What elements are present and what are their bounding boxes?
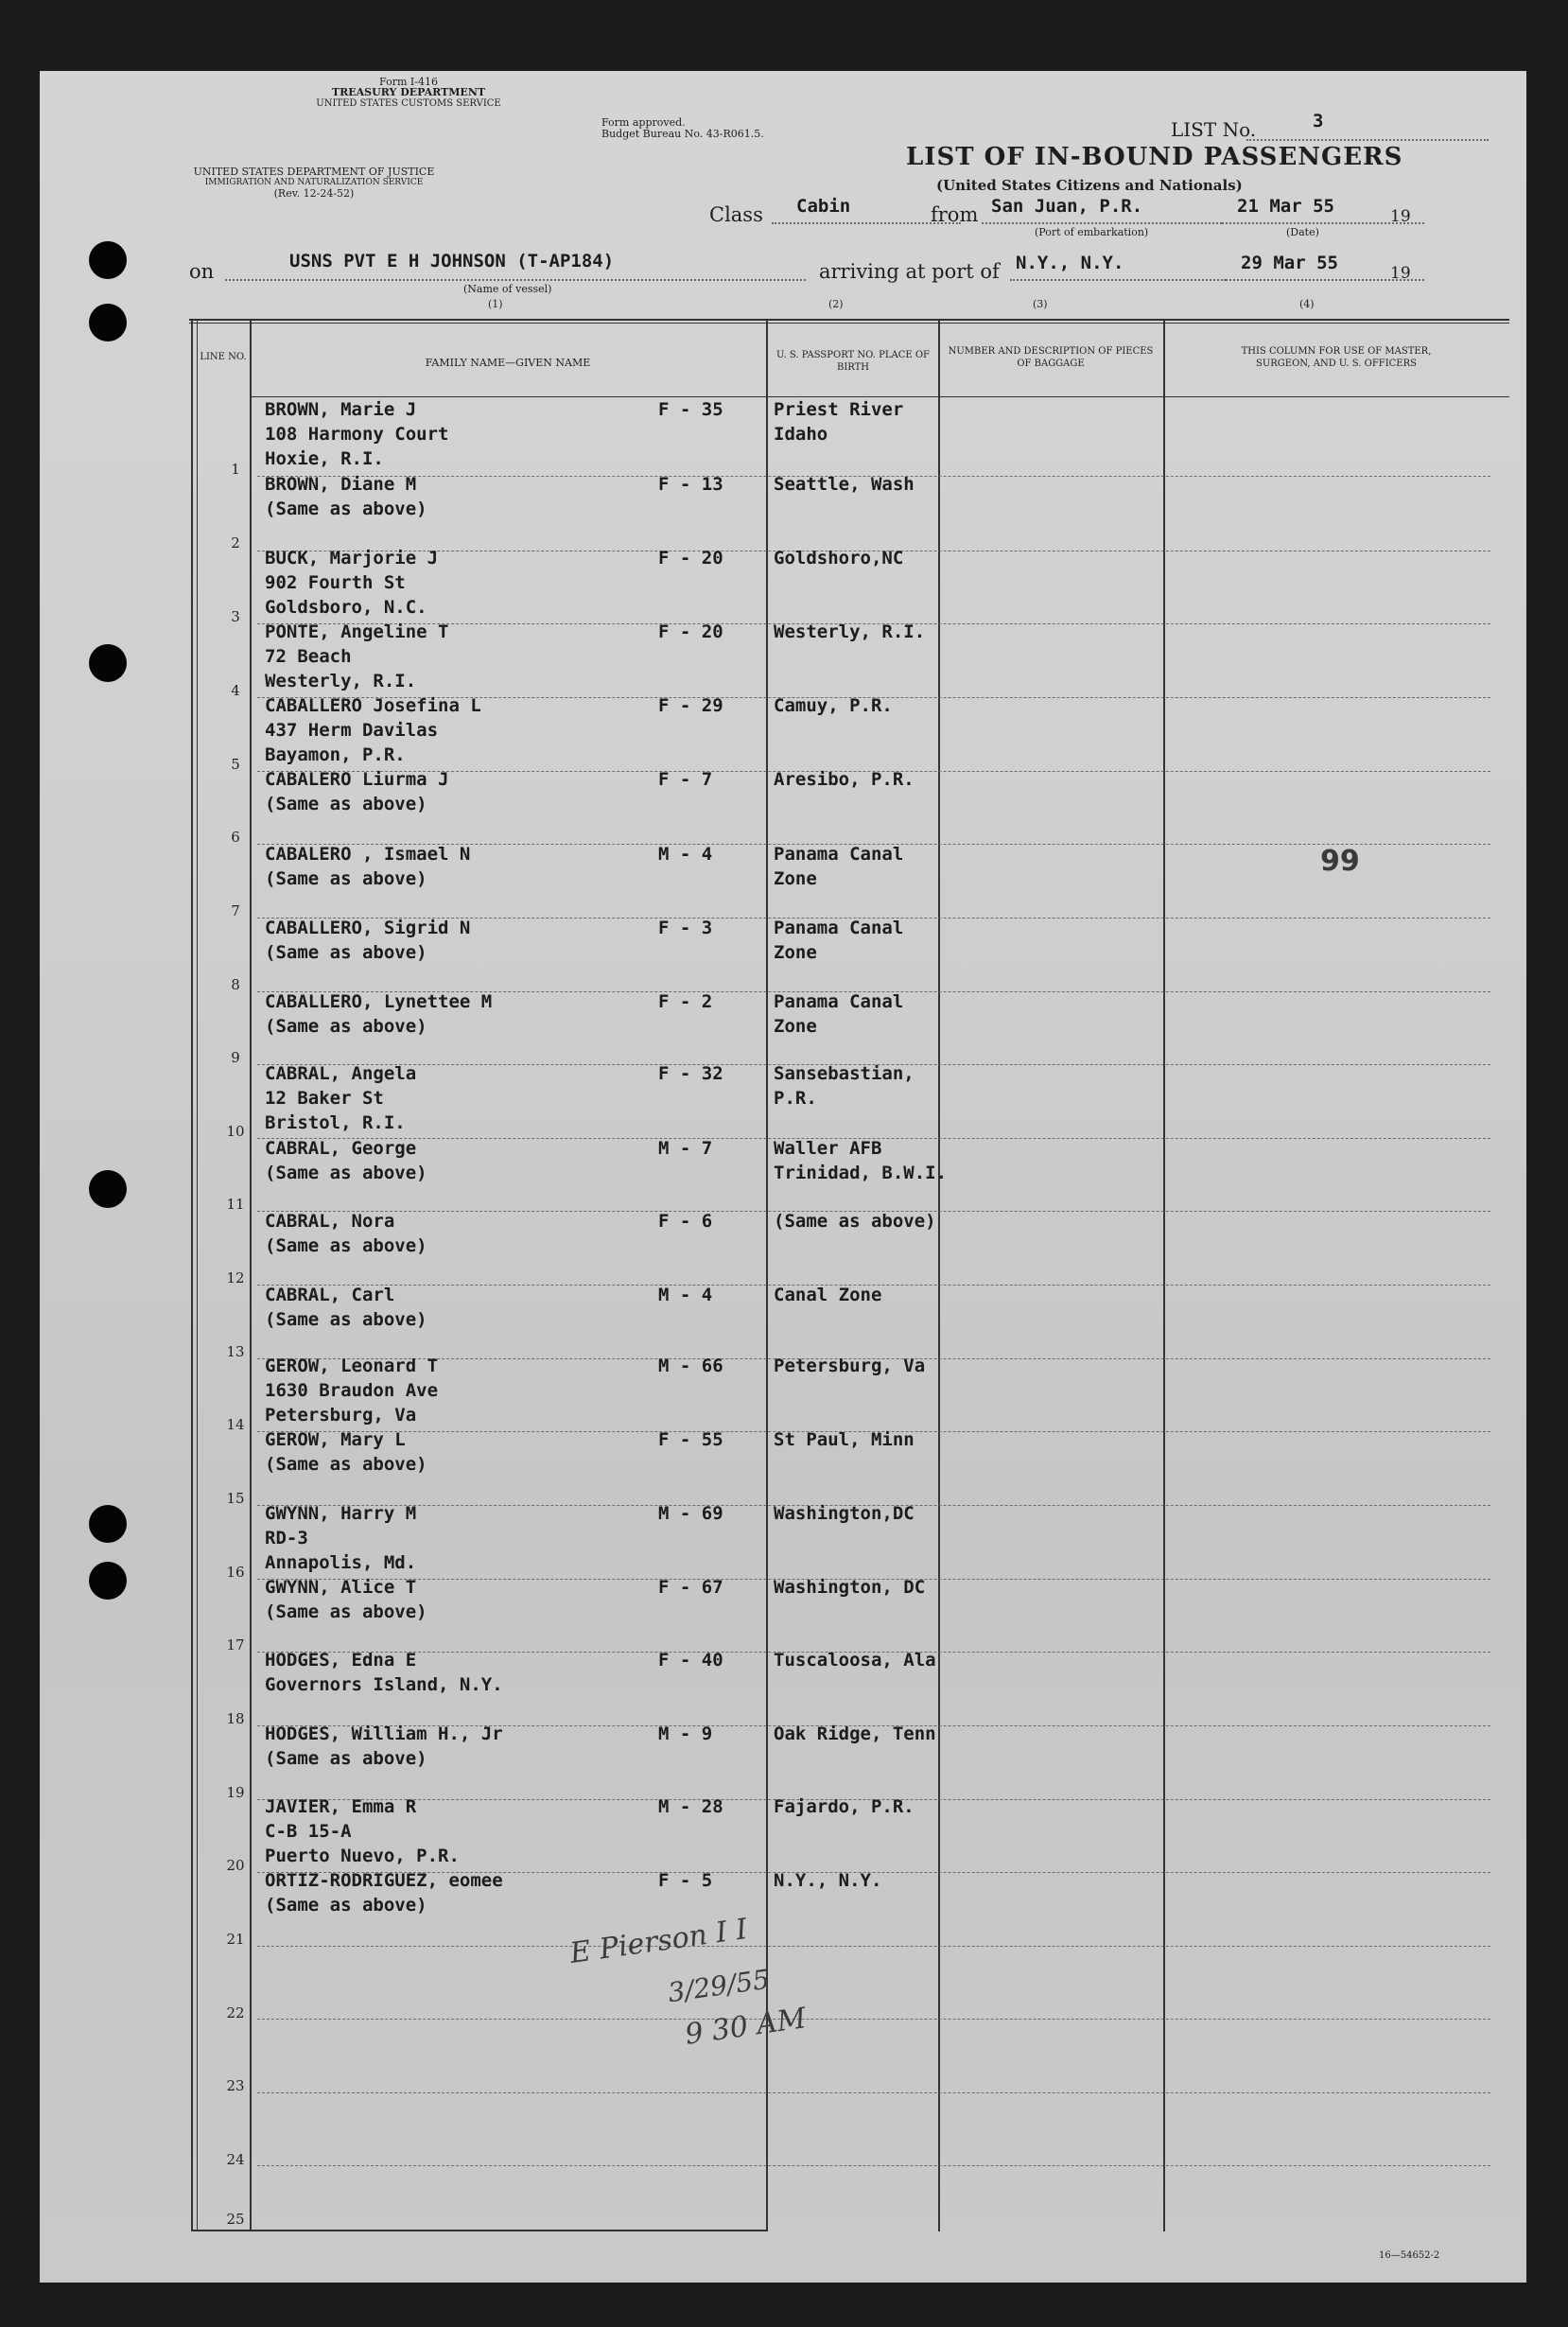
class-label: Class — [709, 203, 763, 226]
birth-place: Priest River Idaho — [774, 399, 904, 445]
arrival-date: 29 Mar 55 — [1241, 253, 1338, 273]
sex-age: F - 29 — [658, 695, 723, 716]
signed-date: 3/29/55 — [666, 1963, 772, 2009]
customs-service: UNITED STATES CUSTOMS SERVICE — [316, 98, 501, 109]
sex-age: F - 67 — [658, 1577, 723, 1598]
signed-time: 9 30 AM — [683, 2002, 809, 2052]
line-number: 6 — [231, 829, 240, 846]
line-number: 18 — [226, 1710, 245, 1727]
vessel-name: USNS PVT E H JOHNSON (T-AP184) — [289, 251, 615, 271]
line-number: 13 — [226, 1343, 245, 1360]
line-number: 12 — [226, 1269, 245, 1286]
sex-age: F - 20 — [658, 548, 723, 569]
manifest-page — [40, 71, 1526, 2283]
binder-hole — [89, 1505, 127, 1543]
form-approved: Form approved. — [601, 116, 686, 129]
col-header-name: FAMILY NAME—GIVEN NAME — [425, 357, 591, 369]
passenger-name: GEROW, Mary L (Same as above) — [265, 1429, 427, 1475]
passenger-name: BUCK, Marjorie J 902 Fourth St Goldsboro, N.C. — [265, 548, 439, 618]
line-number: 24 — [226, 2151, 245, 2168]
line-number: 3 — [231, 608, 240, 625]
passenger-name: HODGES, William H., Jr (Same as above) — [265, 1723, 503, 1769]
passenger-name: CABALERO , Ismael N (Same as above) — [265, 844, 471, 889]
subtitle: (United States Citizens and Nationals) — [936, 177, 1243, 194]
passenger-name: CABALLERO, Lynettee M (Same as above) — [265, 991, 493, 1037]
line-number: 21 — [226, 1931, 245, 1948]
birth-place: Panama Canal Zone — [774, 844, 904, 889]
passenger-name: ORTIZ-RODRIGUEZ, eomee (Same as above) — [265, 1870, 503, 1916]
line-number: 8 — [231, 976, 240, 993]
sex-age: F - 35 — [658, 399, 723, 420]
on-label: on — [189, 260, 215, 283]
revision: (Rev. 12-24-52) — [273, 187, 355, 200]
birth-place: Waller AFB Trinidad, B.W.I. — [774, 1138, 948, 1183]
arriving-label: arriving at port of — [819, 260, 1000, 283]
line-number: 25 — [226, 2211, 245, 2228]
sex-age: F - 32 — [658, 1063, 723, 1084]
sex-age: F - 5 — [658, 1870, 713, 1891]
line-number: 19 — [226, 1784, 245, 1801]
date-caption: (Date) — [1286, 226, 1319, 238]
list-no-label: LIST No. — [1171, 118, 1257, 141]
birth-place: Washington, DC — [774, 1577, 926, 1598]
birth-place: Tuscaloosa, Ala — [774, 1650, 936, 1671]
stamp-number: 99 — [1320, 845, 1360, 878]
sex-age: M - 66 — [658, 1356, 723, 1376]
sex-age: F - 13 — [658, 474, 723, 495]
sex-age: M - 7 — [658, 1138, 713, 1159]
line-number: 16 — [226, 1564, 245, 1581]
col-header-line: LINE NO. — [200, 352, 247, 362]
passenger-name: GEROW, Leonard T 1630 Braudon Ave Petersburg, Va — [265, 1356, 439, 1426]
line-number: 23 — [226, 2077, 245, 2094]
passenger-name: GWYNN, Alice T (Same as above) — [265, 1577, 427, 1622]
passenger-name: CABRAL, Carl (Same as above) — [265, 1285, 427, 1330]
passenger-name: HODGES, Edna E Governors Island, N.Y. — [265, 1650, 503, 1695]
birth-place: Washington,DC — [774, 1503, 915, 1524]
budget-bureau: Budget Bureau No. 43-R061.5. — [601, 128, 764, 140]
sex-age: M - 4 — [658, 1285, 713, 1305]
col-num-2: (2) — [828, 298, 844, 310]
list-no: 3 — [1313, 111, 1324, 131]
line-number: 11 — [226, 1196, 245, 1213]
sex-age: F - 6 — [658, 1211, 713, 1232]
sex-age: F - 2 — [658, 991, 713, 1012]
col-num-4: (4) — [1299, 298, 1315, 310]
binder-hole — [89, 1170, 127, 1208]
title: LIST OF IN-BOUND PASSENGERS — [906, 143, 1403, 171]
passenger-name: BROWN, Marie J 108 Harmony Court Hoxie, R.I. — [265, 399, 449, 469]
col-header-passport: U. S. PASSPORT NO. PLACE OF BIRTH — [776, 350, 930, 373]
birth-place: Panama Canal Zone — [774, 918, 904, 963]
col-num-1: (1) — [488, 298, 503, 310]
line-number: 22 — [226, 2004, 245, 2021]
sex-age: F - 7 — [658, 769, 713, 790]
passenger-name: CABALLERO Josefina L 437 Herm Davilas Bayamon, P.R. — [265, 695, 481, 765]
line-number: 20 — [226, 1857, 245, 1874]
line-number: 14 — [226, 1416, 245, 1433]
from-date: 21 Mar 55 — [1237, 196, 1334, 217]
arrival-port: N.Y., N.Y. — [1016, 253, 1124, 273]
year-1: 19 — [1390, 207, 1411, 226]
passenger-name: CABRAL, Angela 12 Baker St Bristol, R.I. — [265, 1063, 417, 1133]
ins: IMMIGRATION AND NATURALIZATION SERVICE — [204, 178, 424, 187]
line-number: 17 — [226, 1636, 245, 1653]
sex-age: F - 3 — [658, 918, 713, 938]
binder-hole — [89, 241, 127, 279]
birth-place: Oak Ridge, Tenn — [774, 1723, 936, 1744]
form-number: Form I-416 — [379, 76, 438, 88]
line-number: 15 — [226, 1490, 245, 1507]
sex-age: M - 9 — [658, 1723, 713, 1744]
signature: E Pierson I I — [567, 1913, 750, 1970]
justice-dept: UNITED STATES DEPARTMENT OF JUSTICE — [193, 166, 435, 178]
passenger-name: CABALLERO, Sigrid N (Same as above) — [265, 918, 471, 963]
birth-place: Westerly, R.I. — [774, 621, 926, 642]
birth-place: Seattle, Wash — [774, 474, 915, 495]
sex-age: F - 40 — [658, 1650, 723, 1671]
passenger-name: PONTE, Angeline T 72 Beach Westerly, R.I. — [265, 621, 449, 691]
birth-place: Panama Canal Zone — [774, 991, 904, 1037]
passenger-name: CABALERO Liurma J (Same as above) — [265, 769, 449, 814]
sex-age: F - 55 — [658, 1429, 723, 1450]
sex-age: F - 20 — [658, 621, 723, 642]
binder-hole — [89, 644, 127, 682]
footer-code: 16—54652-2 — [1379, 2250, 1440, 2261]
line-number: 1 — [231, 461, 240, 478]
passenger-name: JAVIER, Emma R C-B 15-A Puerto Nuevo, P.R. — [265, 1796, 460, 1866]
line-number: 10 — [226, 1123, 245, 1140]
passenger-name: BROWN, Diane M (Same as above) — [265, 474, 427, 519]
line-number: 9 — [231, 1049, 240, 1066]
col-num-3: (3) — [1033, 298, 1048, 310]
birth-place: Petersburg, Va — [774, 1356, 926, 1376]
birth-place: N.Y., N.Y. — [774, 1870, 882, 1891]
birth-place: Canal Zone — [774, 1285, 882, 1305]
from-value: San Juan, P.R. — [991, 196, 1143, 217]
sex-age: M - 4 — [658, 844, 713, 865]
binder-hole — [89, 304, 127, 341]
birth-place: (Same as above) — [774, 1211, 936, 1232]
from-label: from — [931, 203, 979, 226]
binder-hole — [89, 1562, 127, 1600]
birth-place: St Paul, Minn — [774, 1429, 915, 1450]
birth-place: Fajardo, P.R. — [774, 1796, 915, 1817]
line-number: 7 — [231, 902, 240, 919]
class-value: Cabin — [796, 196, 851, 217]
col-header-officers: THIS COLUMN FOR USE OF MASTER, SURGEON, AND U. S. OFFICERS — [1241, 346, 1432, 369]
vessel-caption: (Name of vessel) — [463, 283, 552, 295]
birth-place: Camuy, P.R. — [774, 695, 893, 716]
birth-place: Sansebastian, P.R. — [774, 1063, 915, 1109]
birth-place: Goldshoro,NC — [774, 548, 904, 569]
line-number: 2 — [231, 534, 240, 551]
passenger-name: GWYNN, Harry M RD-3 Annapolis, Md. — [265, 1503, 417, 1573]
line-number: 5 — [231, 756, 240, 773]
birth-place: Aresibo, P.R. — [774, 769, 915, 790]
passenger-name: CABRAL, George (Same as above) — [265, 1138, 427, 1183]
port-embark-caption: (Port of embarkation) — [1035, 226, 1149, 238]
year-2: 19 — [1390, 264, 1411, 283]
col-header-baggage: NUMBER AND DESCRIPTION OF PIECES OF BAGGAGE — [948, 346, 1154, 369]
treasury-dept: TREASURY DEPARTMENT — [331, 86, 486, 98]
line-number: 4 — [231, 682, 240, 699]
sex-age: M - 28 — [658, 1796, 723, 1817]
sex-age: M - 69 — [658, 1503, 723, 1524]
passenger-name: CABRAL, Nora (Same as above) — [265, 1211, 427, 1256]
